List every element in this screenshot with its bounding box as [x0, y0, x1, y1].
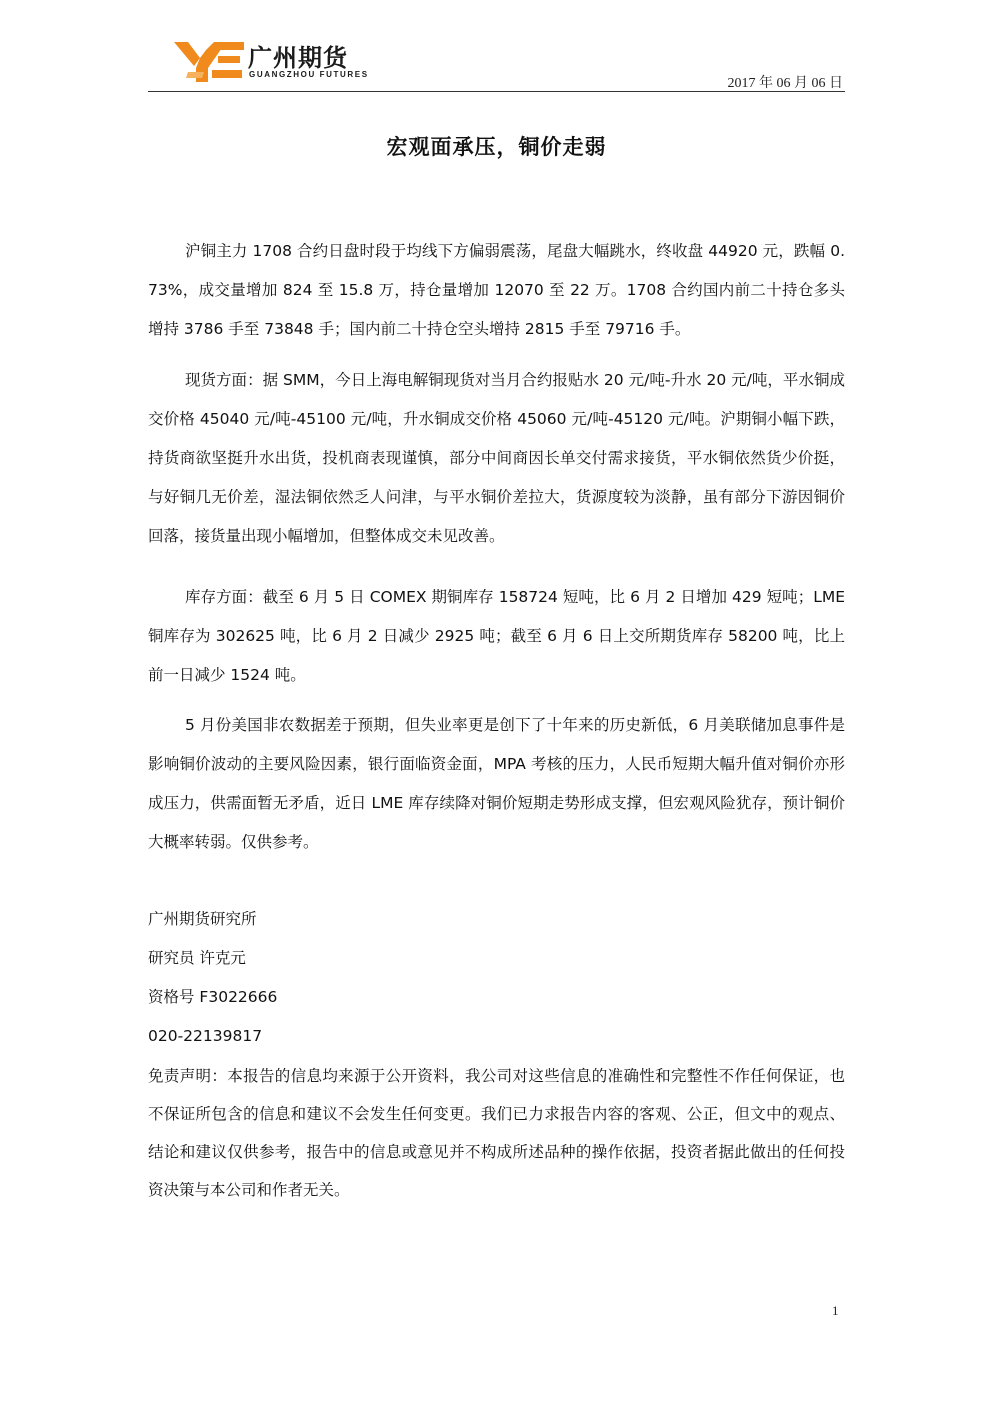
- page-header: [148, 34, 845, 94]
- disclaimer: 免责声明：本报告的信息均来源于公开资料，我公司对这些信息的准确性和完整性不作任何保证，也不保证所包含的信息和建议不会发生任何变更。我们已力求报告内容的客观、公正，但文中的观点、结论和建议仅供参考，报告中的信息或意见并不构成所述品种的操作依据，投资者据此做出的任何投资决策与本公司和作者无关。: [148, 1067, 845, 1199]
- phone-number: 020-22139817: [148, 1027, 263, 1045]
- paragraph-inventory: 库存方面：截至 6 月 5 日 COMEX 期铜库存 158724 短吨，比 6 月 2 日增加 429 短吨；LME 铜库存为 302625 吨，比 6 月 2 日减少 2925 吨；截至 6 月 6 日上交所期货库存 58200 吨，比上前一日减少 1524 吨。: [148, 588, 845, 684]
- report-date: 2017 年 06 月 06 日: [727, 76, 843, 91]
- paragraph-outlook: 5 月份美国非农数据差于预期，但失业率更是创下了十年来的历史新低，6 月美联储加息事件是影响铜价波动的主要风险因素，银行面临资金面，MPA 考核的压力，人民币短期大幅升值对铜价亦形成压力，供需面暂无矛盾，近日 LME 库存续降对铜价短期走势形成支撑，但宏观风险犹存，预计铜价大概率转弱。仅供参考。: [148, 716, 845, 851]
- company-name: 广州期货: [248, 44, 348, 72]
- company-name-en: GUANGZHOU FUTURES: [249, 70, 369, 79]
- report-title: 宏观面承压，铜价走弱: [386, 135, 607, 159]
- guangzhou-futures-logo-icon: [174, 38, 244, 82]
- paragraph-spot-market: 现货方面：据 SMM，今日上海电解铜现货对当月合约报贴水 20 元/吨-升水 20 元/吨，平水铜成交价格 45040 元/吨-45100 元/吨，升水铜成交价格 45060 元/吨-45120 元/吨。沪期铜小幅下跌，持货商欲坚挺升水出货，投机商表现谨慎，部分中间商因长单交付需求接货，平水铜依然货少价挺，与好铜几无价差，湿法铜依然乏人问津，与平水铜价差拉大，货源度较为淡静，虽有部分下游因铜价回落，接货量出现小幅增加，但整体成交未见改善。: [148, 371, 845, 545]
- header-divider: [148, 91, 845, 92]
- research-institute: 广州期货研究所: [148, 910, 257, 928]
- researcher-name: 研究员 许克元: [148, 949, 246, 967]
- license-number: 资格号 F3022666: [148, 988, 278, 1006]
- page-number: 1: [832, 1303, 839, 1318]
- paragraph-market-summary: 沪铜主力 1708 合约日盘时段于均线下方偏弱震荡，尾盘大幅跳水，终收盘 44920 元，跌幅 0.73%，成交量增加 824 至 15.8 万，持仓量增加 12070 至 22 万。1708 合约国内前二十持仓多头增持 3786 手至 73848 手；国内前二十持仓空头增持 2815 手至 79716 手。: [148, 242, 845, 338]
